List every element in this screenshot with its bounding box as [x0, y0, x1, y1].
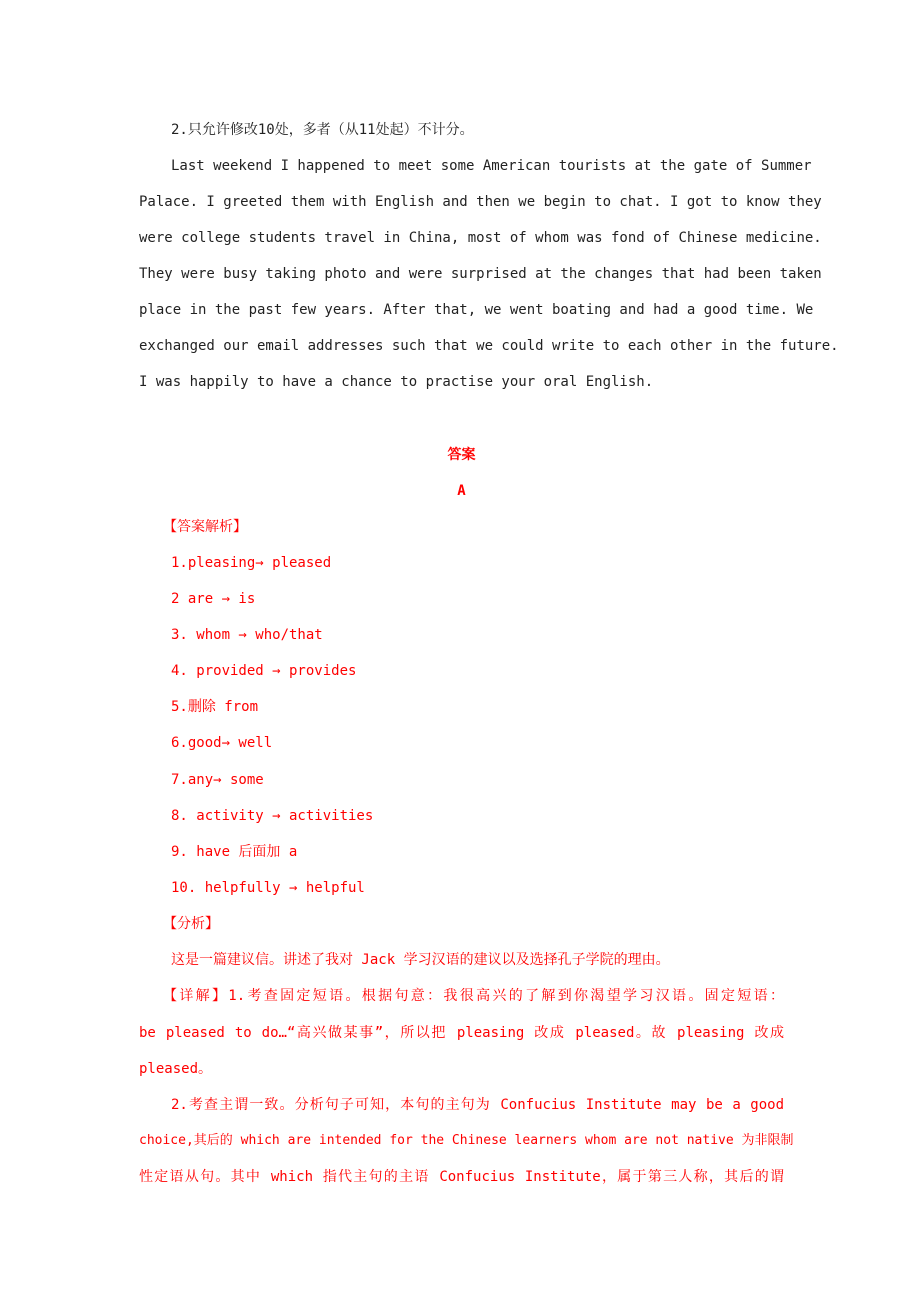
detail-line: 2.考查主谓一致。分析句子可知，本句的主句为 Confucius Institute may be a good — [171, 1097, 784, 1113]
correction-item: 1.pleasing→ pleased — [171, 555, 332, 571]
passage-line: Palace. I greeted them with English and then we begin to chat. I got to know they — [139, 194, 822, 210]
correction-item: 4. provided → provides — [171, 663, 357, 679]
summary-label: 【分析】 — [163, 916, 219, 932]
detail-line: 性定语从句。其中 which 指代主句的主语 Confucius Institute，属于第三人称，其后的谓 — [139, 1169, 784, 1185]
detail-line: be pleased to do…“高兴做某事”，所以把 pleasing 改成 pleased。故 pleasing 改成 — [139, 1025, 784, 1041]
passage-line: exchanged our email addresses such that we could write to each other in the future. — [139, 338, 839, 354]
correction-item: 3. whom → who/that — [171, 627, 323, 643]
detail-line: choice,其后的 which are intended for the Chinese learners whom are not native 为非限制 — [139, 1133, 794, 1148]
correction-item: 10. helpfully → helpful — [171, 880, 365, 896]
detail-line: pleased。 — [139, 1061, 213, 1077]
passage-line: were college students travel in China, most of whom was fond of Chinese medicine. — [139, 230, 822, 246]
answer-heading: 答案 — [447, 447, 476, 463]
detail-line: 【详解】1.考查固定短语。根据句意：我很高兴的了解到你渴望学习汉语。固定短语： — [163, 988, 784, 1004]
passage-line: place in the past few years. After that, we went boating and had a good time. We — [139, 302, 814, 318]
correction-item: 6.good→ well — [171, 735, 273, 751]
correction-item: 5.删除 from — [171, 699, 259, 715]
answer-choice: A — [457, 483, 466, 499]
correction-item: 8. activity → activities — [171, 808, 374, 824]
correction-item: 9. have 后面加 a — [171, 844, 298, 860]
passage-line: Last weekend I happened to meet some American tourists at the gate of Summer — [171, 158, 812, 174]
summary-text: 这是一篇建议信。讲述了我对 Jack 学习汉语的建议以及选择孔子学院的理由。 — [171, 952, 670, 968]
correction-item: 7.any→ some — [171, 772, 264, 788]
answer-analysis-label: 【答案解析】 — [163, 519, 247, 535]
passage-line: I was happily to have a chance to practise your oral English. — [139, 374, 654, 390]
passage-line: They were busy taking photo and were surprised at the changes that had been taken — [139, 266, 822, 282]
instruction-rule-2: 2.只允许修改10处，多者（从11处起）不计分。 — [171, 122, 474, 138]
correction-item: 2 are → is — [171, 591, 256, 607]
